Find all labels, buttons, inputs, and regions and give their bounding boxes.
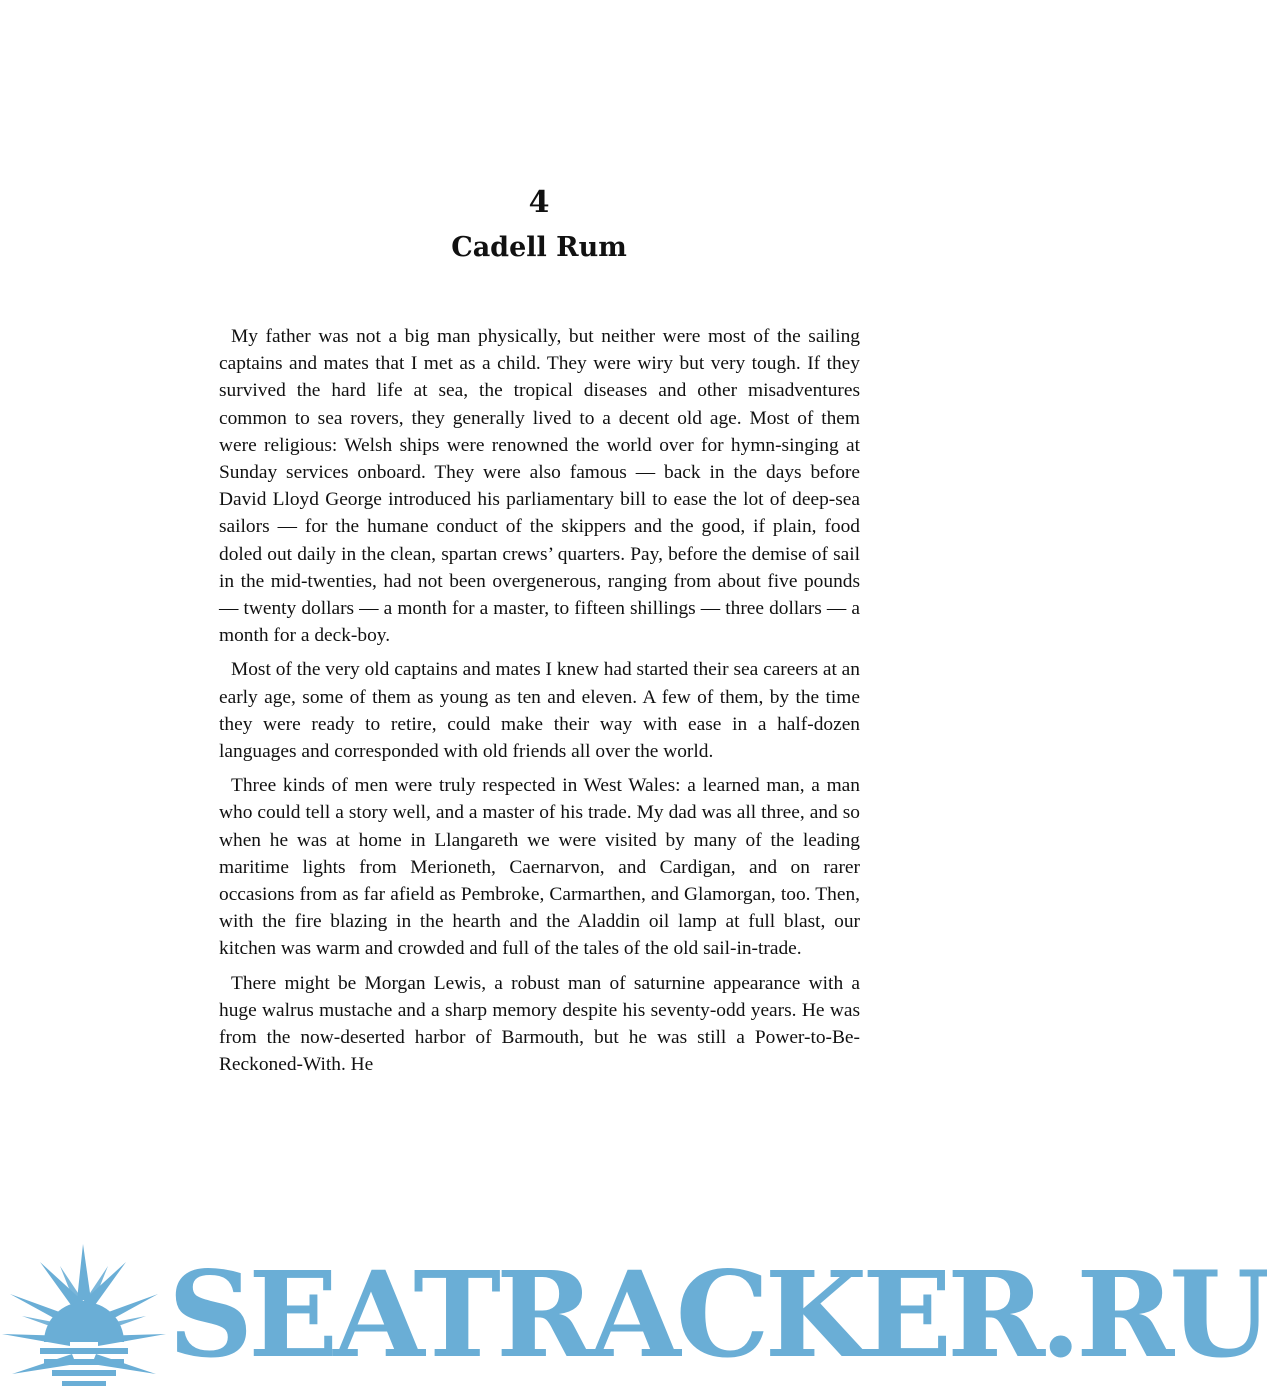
paragraph: Three kinds of men were truly respected in West Wales: a learned man, a man who could tell a story well, and a master of his trade. My dad was all three, and so when he was at home in Llangareth we were visited by many of the leading maritime lights from Merioneth, Caernarvon, and Cardigan, and on rarer occasions from as far afield as Pembroke, Carmarthen, and Glamorgan, too. Then, with the fire blazing in the hearth and the Aladdin oil lamp at full blast, our kitchen was warm and crowded and full of the tales of the old sail-in-trade. — [219, 775, 860, 960]
chapter-title: Cadell Rum — [451, 232, 627, 263]
chapter-body — [219, 323, 860, 1085]
watermark-text: SEATRACKER.RU — [168, 1245, 1267, 1384]
chapter-number: 4 — [528, 185, 550, 220]
paragraph: My father was not a big man physically, but neither were most of the sailing captains and mates that I met as a child. They were wiry but very tough. If they survived the hard life at sea, the tropical diseases and other misadventures common to sea rovers, they generally lived to a decent old age. Most of them were religious: Welsh ships were renowned the world over for hymn-singing at Sunday services onboard. They were also famous — back in the days before David Lloyd George introduced his parliamentary bill to ease the lot of deep-sea sailors — for the humane conduct of the skippers and the good, if plain, food doled out daily in the clean, spartan crews’ quarters. Pay, before the demise of sail in the mid-twenties, had not been overgenerous, ranging from about five pounds — twenty dollars — a month for a master, to fifteen shillings — three dollars — a month for a deck-boy. — [219, 326, 860, 647]
paragraph: Most of the very old captains and mates I knew had started their sea careers at an early age, some of them as young as ten and eleven. A few of them, by the time they were ready to retire, could make their way with ease in a half-dozen languages and corresponded with old friends all over the world. — [219, 659, 860, 763]
sun-over-sea-icon — [0, 1232, 180, 1397]
paragraph: There might be Morgan Lewis, a robust man of saturnine appearance with a huge walrus mustache and a sharp memory despite his seventy-odd years. He was from the now-deserted harbor of Barmouth, but he was still a Power-to-Be-Reckoned-With. He — [219, 972, 860, 1076]
